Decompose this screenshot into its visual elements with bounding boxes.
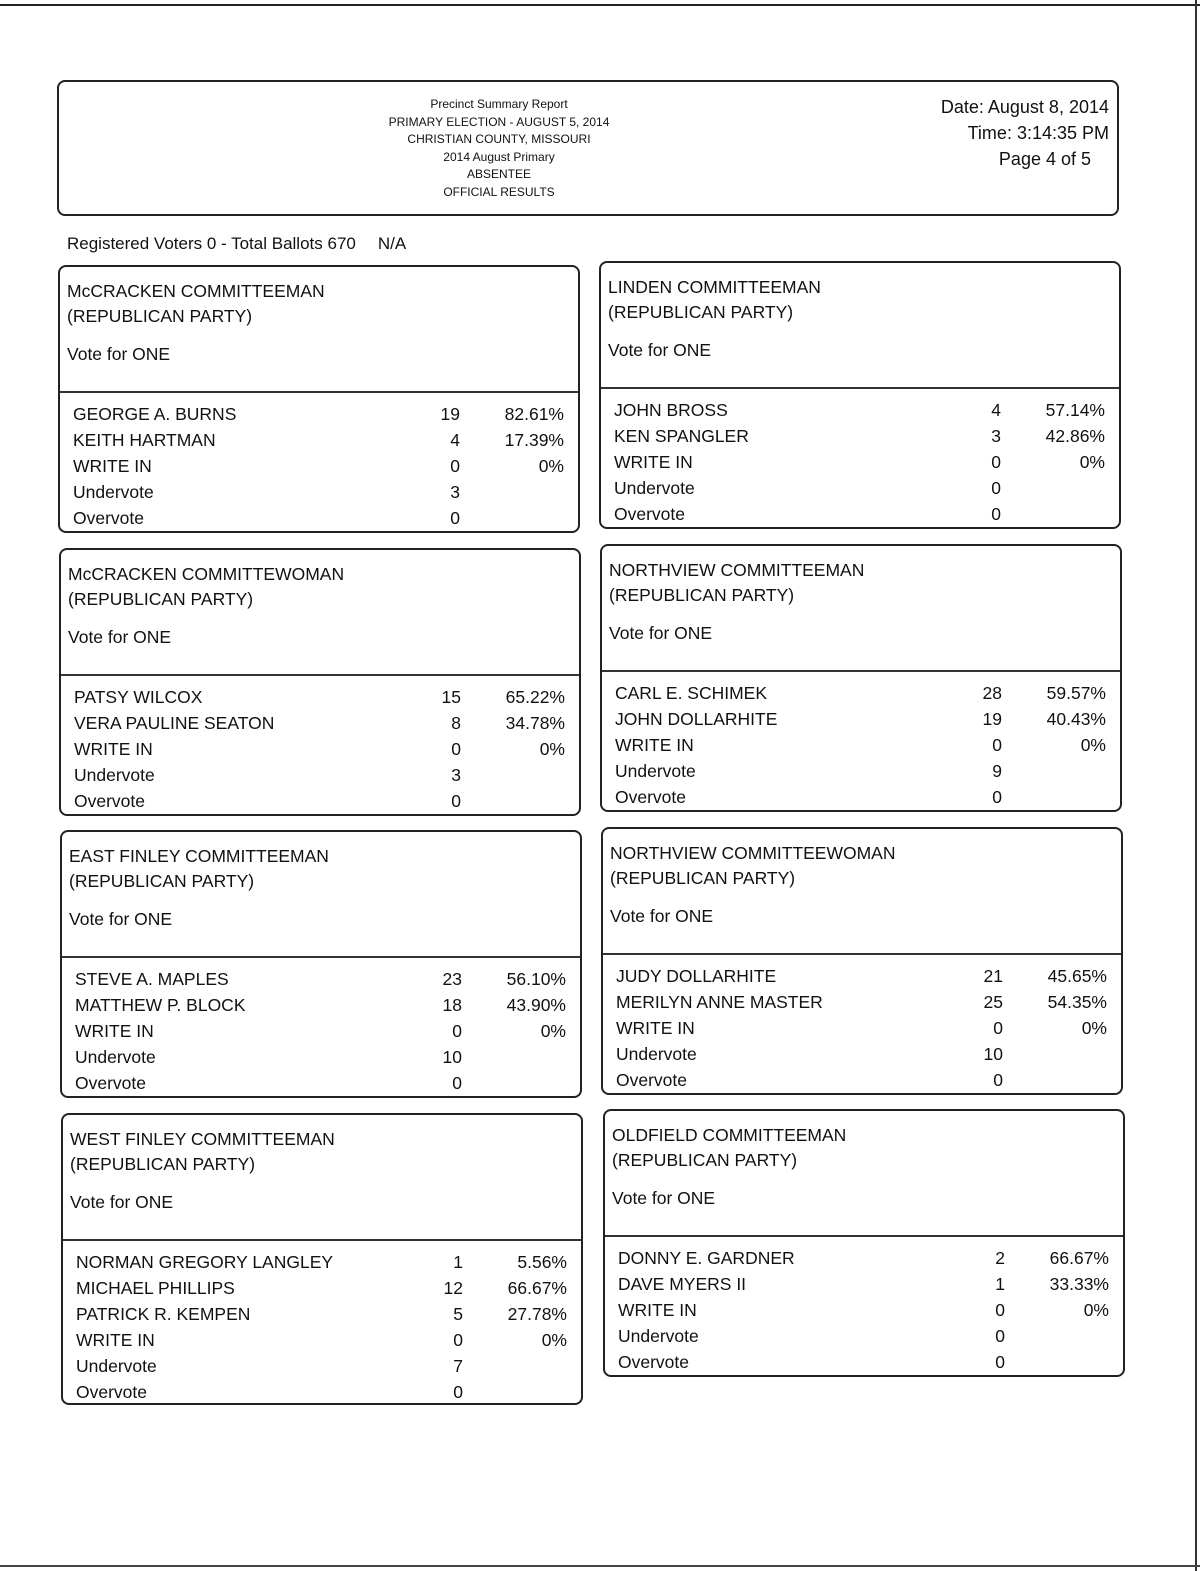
candidate-name: STEVE A. MAPLES bbox=[75, 969, 229, 989]
vote-count: 25 bbox=[983, 992, 1003, 1012]
result-row bbox=[63, 1327, 581, 1353]
results-status: OFFICIAL RESULTS bbox=[443, 184, 555, 199]
vote-percent: 66.67% bbox=[507, 1278, 567, 1298]
contest-northview-committeeman bbox=[600, 544, 1122, 812]
vote-count: 0 bbox=[991, 452, 1001, 472]
candidate-name: NORMAN GREGORY LANGLEY bbox=[76, 1252, 334, 1272]
vote-count: 8 bbox=[451, 713, 461, 733]
contest-east-finley-committeeman bbox=[60, 830, 582, 1098]
vote-percent: 0% bbox=[538, 456, 564, 476]
contest-header bbox=[601, 263, 1119, 389]
result-row bbox=[60, 505, 578, 531]
contest-title: NORTHVIEW COMMITTEEMAN bbox=[609, 560, 865, 580]
result-row bbox=[63, 1379, 581, 1405]
result-row bbox=[60, 479, 578, 505]
vote-count: 3 bbox=[451, 765, 461, 785]
vote-percent: 59.57% bbox=[1046, 683, 1106, 703]
report-time: Time: 3:14:35 PM bbox=[967, 123, 1109, 143]
contest-party: (REPUBLICAN PARTY) bbox=[610, 868, 796, 888]
result-row bbox=[601, 501, 1119, 527]
contest-party: (REPUBLICAN PARTY) bbox=[69, 871, 255, 891]
contest-party: (REPUBLICAN PARTY) bbox=[612, 1150, 798, 1170]
candidate-name: JOHN BROSS bbox=[614, 400, 728, 420]
result-row bbox=[605, 1271, 1123, 1297]
contest-west-finley-committeeman bbox=[61, 1113, 583, 1405]
contest-title: EAST FINLEY COMMITTEEMAN bbox=[69, 846, 329, 866]
report-title: Precinct Summary Report bbox=[430, 97, 568, 111]
result-row bbox=[63, 1353, 581, 1379]
result-row bbox=[63, 1301, 581, 1327]
contest-northview-committeewoman bbox=[601, 827, 1123, 1095]
result-row bbox=[61, 684, 579, 710]
candidate-name: WRITE IN bbox=[75, 1021, 154, 1041]
result-row bbox=[63, 1249, 581, 1275]
vote-count: 0 bbox=[451, 791, 461, 811]
result-row bbox=[60, 401, 578, 427]
result-row bbox=[601, 449, 1119, 475]
ballot-category: ABSENTEE bbox=[466, 167, 532, 181]
contest-header bbox=[602, 546, 1120, 672]
result-row bbox=[603, 1015, 1121, 1041]
vote-count: 1 bbox=[995, 1274, 1005, 1294]
vote-for: Vote for ONE bbox=[70, 1192, 174, 1212]
candidate-name: MERILYN ANNE MASTER bbox=[616, 992, 823, 1012]
result-row bbox=[602, 784, 1120, 810]
page-number: Page 4 of 5 bbox=[998, 149, 1091, 169]
contest-title: WEST FINLEY COMMITTEEMAN bbox=[70, 1129, 335, 1149]
candidate-name: KEN SPANGLER bbox=[614, 426, 749, 446]
result-row bbox=[602, 680, 1120, 706]
registration-summary bbox=[67, 234, 406, 254]
vote-count: 0 bbox=[992, 735, 1002, 755]
contest-results bbox=[60, 393, 578, 531]
result-row bbox=[62, 1018, 580, 1044]
vote-count: 0 bbox=[993, 1070, 1003, 1090]
contest-party: (REPUBLICAN PARTY) bbox=[608, 302, 794, 322]
contest-oldfield-committeeman bbox=[603, 1109, 1125, 1377]
vote-count: 4 bbox=[991, 400, 1001, 420]
vote-percent: 0% bbox=[1083, 1300, 1109, 1320]
county-name: CHRISTIAN COUNTY, MISSOURI bbox=[407, 132, 591, 146]
result-row bbox=[61, 710, 579, 736]
result-row bbox=[602, 706, 1120, 732]
contest-party: (REPUBLICAN PARTY) bbox=[609, 585, 795, 605]
vote-percent: 17.39% bbox=[504, 430, 564, 450]
contest-results bbox=[601, 389, 1119, 527]
vote-count: 3 bbox=[991, 426, 1001, 446]
report-meta bbox=[941, 94, 1109, 172]
candidate-name: DONNY E. GARDNER bbox=[618, 1248, 795, 1268]
vote-count: 0 bbox=[995, 1352, 1005, 1372]
vote-percent: 82.61% bbox=[504, 404, 564, 424]
registered-voters-total-ballots: Registered Voters 0 - Total Ballots 670 bbox=[67, 234, 356, 253]
candidate-name: WRITE IN bbox=[73, 456, 152, 476]
vote-percent: 0% bbox=[1081, 1018, 1107, 1038]
vote-count: 12 bbox=[443, 1278, 463, 1298]
vote-count: 28 bbox=[982, 683, 1002, 703]
contest-header bbox=[603, 829, 1121, 955]
scan-edge-top bbox=[0, 0, 1200, 6]
result-row bbox=[605, 1349, 1123, 1375]
vote-count: 0 bbox=[452, 1021, 462, 1041]
result-row bbox=[601, 397, 1119, 423]
contest-title: NORTHVIEW COMMITTEEWOMAN bbox=[610, 843, 896, 863]
result-row bbox=[603, 989, 1121, 1015]
vote-count: 0 bbox=[991, 504, 1001, 524]
vote-count: 0 bbox=[992, 787, 1002, 807]
vote-percent: 56.10% bbox=[506, 969, 566, 989]
result-row bbox=[61, 788, 579, 814]
candidate-name: Overvote bbox=[614, 504, 685, 524]
result-row bbox=[62, 966, 580, 992]
vote-count: 0 bbox=[991, 478, 1001, 498]
candidate-name: JOHN DOLLARHITE bbox=[615, 709, 778, 729]
vote-count: 2 bbox=[995, 1248, 1005, 1268]
result-row bbox=[605, 1323, 1123, 1349]
vote-count: 0 bbox=[450, 456, 460, 476]
vote-for: Vote for ONE bbox=[68, 627, 172, 647]
result-row bbox=[605, 1297, 1123, 1323]
result-row bbox=[62, 1044, 580, 1070]
vote-percent: 45.65% bbox=[1047, 966, 1107, 986]
candidate-name: VERA PAULINE SEATON bbox=[74, 713, 275, 733]
vote-for: Vote for ONE bbox=[67, 344, 171, 364]
registration-na: N/A bbox=[377, 234, 407, 253]
report-title-block bbox=[59, 96, 939, 201]
vote-count: 0 bbox=[995, 1326, 1005, 1346]
vote-count: 19 bbox=[982, 709, 1002, 729]
vote-count: 4 bbox=[450, 430, 460, 450]
result-row bbox=[63, 1275, 581, 1301]
result-row bbox=[603, 963, 1121, 989]
contest-header bbox=[61, 550, 579, 676]
vote-percent: 0% bbox=[1079, 452, 1105, 472]
vote-count: 21 bbox=[983, 966, 1003, 986]
contest-party: (REPUBLICAN PARTY) bbox=[70, 1154, 256, 1174]
vote-count: 19 bbox=[440, 404, 460, 424]
vote-count: 0 bbox=[995, 1300, 1005, 1320]
candidate-name: Overvote bbox=[74, 791, 145, 811]
candidate-name: Undervote bbox=[616, 1044, 697, 1064]
contest-linden-committeeman bbox=[599, 261, 1121, 529]
candidate-name: WRITE IN bbox=[74, 739, 153, 759]
contest-mccracken-committeeman bbox=[58, 265, 580, 533]
vote-count: 0 bbox=[452, 1073, 462, 1093]
candidate-name: Overvote bbox=[73, 508, 144, 528]
result-row bbox=[603, 1067, 1121, 1093]
contest-header bbox=[62, 832, 580, 958]
result-row bbox=[605, 1245, 1123, 1271]
contest-mccracken-committeewoman bbox=[59, 548, 581, 816]
contest-results bbox=[61, 676, 579, 814]
result-row bbox=[60, 427, 578, 453]
vote-count: 10 bbox=[442, 1047, 462, 1067]
candidate-name: MICHAEL PHILLIPS bbox=[76, 1278, 235, 1298]
contest-title: LINDEN COMMITTEEMAN bbox=[608, 277, 821, 297]
vote-count: 18 bbox=[442, 995, 462, 1015]
vote-count: 3 bbox=[450, 482, 460, 502]
result-row bbox=[602, 758, 1120, 784]
candidate-name: JUDY DOLLARHITE bbox=[616, 966, 777, 986]
vote-percent: 0% bbox=[540, 1021, 566, 1041]
contest-header bbox=[63, 1115, 581, 1241]
vote-percent: 40.43% bbox=[1046, 709, 1106, 729]
contest-header bbox=[60, 267, 578, 393]
result-row bbox=[61, 736, 579, 762]
scan-edge-right bbox=[1195, 0, 1200, 1571]
vote-percent: 54.35% bbox=[1047, 992, 1107, 1012]
vote-count: 10 bbox=[983, 1044, 1003, 1064]
contest-header bbox=[605, 1111, 1123, 1237]
result-row bbox=[603, 1041, 1121, 1067]
contest-results bbox=[62, 958, 580, 1096]
candidate-name: WRITE IN bbox=[76, 1330, 155, 1350]
vote-count: 15 bbox=[441, 687, 461, 707]
contest-party: (REPUBLICAN PARTY) bbox=[68, 589, 254, 609]
candidate-name: Undervote bbox=[615, 761, 696, 781]
vote-for: Vote for ONE bbox=[69, 909, 173, 929]
vote-for: Vote for ONE bbox=[608, 340, 712, 360]
contest-party: (REPUBLICAN PARTY) bbox=[67, 306, 253, 326]
vote-percent: 42.86% bbox=[1045, 426, 1105, 446]
candidate-name: Overvote bbox=[616, 1070, 687, 1090]
vote-for: Vote for ONE bbox=[609, 623, 713, 643]
candidate-name: WRITE IN bbox=[615, 735, 694, 755]
vote-count: 23 bbox=[442, 969, 462, 989]
candidate-name: DAVE MYERS II bbox=[618, 1274, 747, 1294]
result-row bbox=[60, 453, 578, 479]
vote-count: 5 bbox=[453, 1304, 463, 1324]
candidate-name: WRITE IN bbox=[614, 452, 693, 472]
report-header bbox=[57, 80, 1119, 216]
candidate-name: Undervote bbox=[614, 478, 695, 498]
candidate-name: GEORGE A. BURNS bbox=[73, 404, 237, 424]
contest-title: OLDFIELD COMMITTEEMAN bbox=[612, 1125, 847, 1145]
candidate-name: Overvote bbox=[76, 1382, 147, 1402]
candidate-name: KEITH HARTMAN bbox=[73, 430, 216, 450]
primary-name: 2014 August Primary bbox=[443, 149, 555, 164]
vote-count: 7 bbox=[453, 1356, 463, 1376]
scan-edge-bottom bbox=[0, 1565, 1200, 1571]
vote-for: Vote for ONE bbox=[612, 1188, 716, 1208]
vote-count: 0 bbox=[453, 1382, 463, 1402]
vote-count: 1 bbox=[453, 1252, 463, 1272]
result-row bbox=[601, 475, 1119, 501]
result-row bbox=[62, 1070, 580, 1096]
vote-count: 0 bbox=[453, 1330, 463, 1350]
vote-percent: 66.67% bbox=[1049, 1248, 1109, 1268]
vote-percent: 0% bbox=[539, 739, 565, 759]
candidate-name: Overvote bbox=[615, 787, 686, 807]
contest-results bbox=[605, 1237, 1123, 1375]
contest-results bbox=[602, 672, 1120, 810]
candidate-name: Undervote bbox=[76, 1356, 157, 1376]
contest-title: McCRACKEN COMMITTEEMAN bbox=[67, 281, 325, 301]
result-row bbox=[62, 992, 580, 1018]
vote-count: 0 bbox=[993, 1018, 1003, 1038]
candidate-name: MATTHEW P. BLOCK bbox=[75, 995, 246, 1015]
candidate-name: CARL E. SCHIMEK bbox=[615, 683, 768, 703]
contest-results bbox=[63, 1241, 581, 1405]
vote-percent: 27.78% bbox=[507, 1304, 567, 1324]
result-row bbox=[601, 423, 1119, 449]
vote-percent: 34.78% bbox=[505, 713, 565, 733]
contest-results bbox=[603, 955, 1121, 1093]
candidate-name: WRITE IN bbox=[616, 1018, 695, 1038]
candidate-name: Undervote bbox=[75, 1047, 156, 1067]
candidate-name: Undervote bbox=[74, 765, 155, 785]
result-row bbox=[61, 762, 579, 788]
report-date: Date: August 8, 2014 bbox=[940, 97, 1109, 117]
candidate-name: WRITE IN bbox=[618, 1300, 697, 1320]
candidate-name: Overvote bbox=[618, 1352, 689, 1372]
result-row bbox=[602, 732, 1120, 758]
vote-count: 0 bbox=[450, 508, 460, 528]
candidate-name: PATSY WILCOX bbox=[74, 687, 203, 707]
vote-percent: 0% bbox=[1080, 735, 1106, 755]
vote-percent: 65.22% bbox=[505, 687, 565, 707]
vote-percent: 5.56% bbox=[517, 1252, 567, 1272]
vote-count: 9 bbox=[992, 761, 1002, 781]
vote-count: 0 bbox=[451, 739, 461, 759]
vote-percent: 33.33% bbox=[1049, 1274, 1109, 1294]
candidate-name: Undervote bbox=[73, 482, 154, 502]
vote-percent: 57.14% bbox=[1045, 400, 1105, 420]
candidate-name: Undervote bbox=[618, 1326, 699, 1346]
vote-for: Vote for ONE bbox=[610, 906, 714, 926]
election-name: PRIMARY ELECTION - AUGUST 5, 2014 bbox=[388, 114, 610, 129]
candidate-name: Overvote bbox=[75, 1073, 146, 1093]
vote-percent: 43.90% bbox=[506, 995, 566, 1015]
vote-percent: 0% bbox=[541, 1330, 567, 1350]
contest-title: McCRACKEN COMMITTEWOMAN bbox=[68, 564, 345, 584]
candidate-name: PATRICK R. KEMPEN bbox=[76, 1304, 251, 1324]
